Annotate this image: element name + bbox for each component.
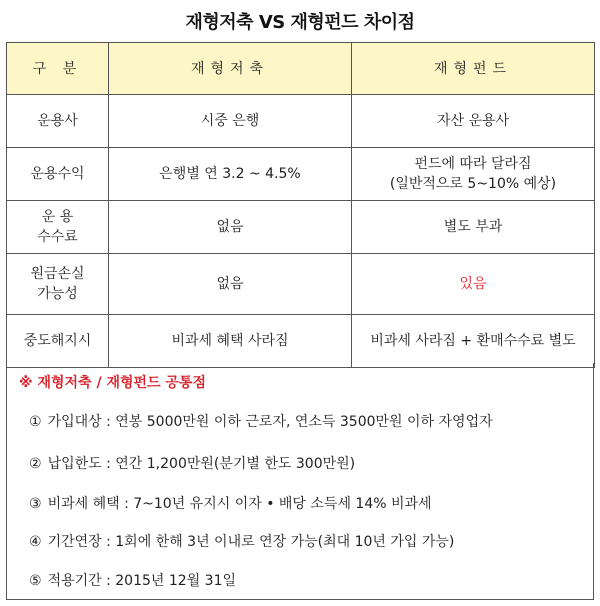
table-row (7, 315, 595, 368)
table-row (7, 254, 595, 315)
fund-cell: 있음 (352, 254, 595, 315)
row-label: 운용사 (7, 95, 109, 148)
table-row (7, 95, 595, 148)
list-item: ④ 기간연장 : 1회에 한해 3년 이내로 연장 가능(최대 10년 가입 가능) (29, 534, 455, 550)
savings-cell: 없음 (109, 201, 352, 254)
table-row (7, 148, 595, 201)
header-category: 구 분 (7, 43, 109, 95)
common-points-box (6, 363, 594, 600)
list-item: ② 납입한도 : 연간 1,200만원(분기별 한도 300만원) (29, 456, 356, 472)
header-fund: 재형펀드 (352, 43, 595, 95)
row-label: 운 용 수수료 (7, 201, 109, 254)
savings-cell: 은행별 연 3.2 ~ 4.5% (109, 148, 352, 201)
row-label: 중도해지시 (7, 315, 109, 368)
comparison-table (6, 42, 595, 368)
list-item: ③ 비과세 혜택 : 7~10년 유지시 이자 • 배당 소득세 14% 비과세 (29, 496, 432, 512)
list-item: ① 가입대상 : 연봉 5000만원 이하 근로자, 연소득 3500만원 이하 자영업자 (29, 414, 493, 430)
savings-cell: 없음 (109, 254, 352, 315)
common-points-title: ※ 재형저축 / 재형펀드 공통점 (19, 375, 206, 391)
savings-cell: 시중 은행 (109, 95, 352, 148)
table-header-row (7, 43, 595, 95)
fund-cell: 펀드에 따라 달라짐 (일반적으로 5~10% 예상) (352, 148, 595, 201)
row-label: 운용수익 (7, 148, 109, 201)
fund-cell: 비과세 사라짐 + 환매수수료 별도 (352, 315, 595, 368)
fund-cell: 별도 부과 (352, 201, 595, 254)
fund-cell: 자산 운용사 (352, 95, 595, 148)
header-savings: 재형저축 (109, 43, 352, 95)
page-title: 재형저축 VS 재형펀드 차이점 (185, 12, 415, 33)
table-row (7, 201, 595, 254)
list-item: ⑤ 적용기간 : 2015년 12월 31일 (29, 573, 237, 589)
row-label: 원금손실 가능성 (7, 254, 109, 315)
savings-cell: 비과세 혜택 사라짐 (109, 315, 352, 368)
